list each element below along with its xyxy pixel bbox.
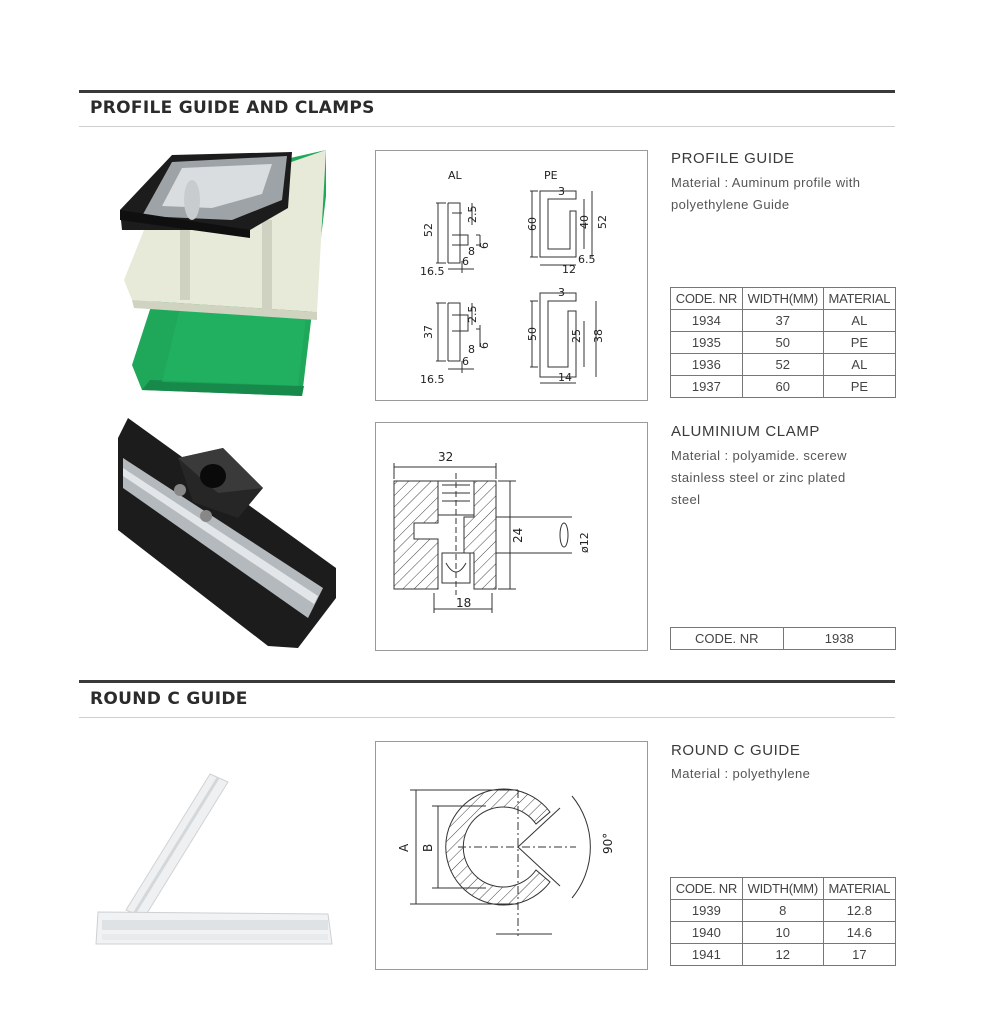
table-cell: 8 [742,900,823,922]
table-row [671,376,896,398]
label-al: AL [448,169,462,182]
profile-guide-heading: PROFILE GUIDE [671,150,795,167]
drawing-dimension-label: 3 [558,286,565,299]
table-row [671,944,896,966]
drawing-dimension-label: 3 [558,185,565,198]
drawing-dimension-label: 6 [462,355,469,368]
profile-guide-table [670,287,896,398]
table-header: WIDTH(MM) [742,878,823,900]
table-cell: 1934 [671,310,743,332]
table-row [671,310,896,332]
drawing-dimension-label: 6 [478,342,491,349]
table-cell: 14.6 [823,922,895,944]
drawing-dimension-label: 60 [526,217,539,231]
drawing-dimension-label: 6 [462,255,469,268]
table-cell: 17 [823,944,895,966]
table-cell: PE [823,332,895,354]
table-cell: PE [823,376,895,398]
drawing-dimension-label: 38 [592,329,605,343]
table-cell: 1939 [671,900,743,922]
aluminium-clamp-photo [118,418,338,650]
section-rule-thin [79,126,895,127]
section-title-round: ROUND C GUIDE [90,689,248,709]
table-cell: 1938 [783,628,896,650]
aluminium-clamp-material: Material : polyamide. scerew stainless steel or zinc plated steel [671,448,847,507]
section-rule-thin [79,717,895,718]
round-c-guide-table [670,877,896,966]
table-header: CODE. NR [671,288,743,310]
aluminium-clamp-code-table [670,627,896,650]
section-rule-top [79,680,895,683]
label-pe: PE [544,169,558,182]
table-cell: 50 [742,332,823,354]
table-cell: AL [823,354,895,376]
table-cell: 12 [742,944,823,966]
table-cell: CODE. NR [671,628,784,650]
drawing-dimension-label: 16.5 [420,373,445,386]
aluminium-clamp-drawing [375,422,648,651]
drawing-dimension-label: 37 [422,325,435,339]
clamp-dim-top: 32 [438,450,454,464]
section-rule-top [79,90,895,93]
profile-guide-material: Material : Auminum profile with polyethylene Guide [671,175,861,212]
drawing-dimension-label: 2.5 [466,305,479,323]
round-c-guide-material: Material : polyethylene [671,766,811,781]
drawing-dimension-label: 14 [558,371,572,384]
table-row [671,332,896,354]
clamp-dim-bottom: 18 [456,596,472,610]
aluminium-clamp-heading: ALUMINIUM CLAMP [671,423,821,440]
drawing-dimension-label: 8 [468,343,475,356]
drawing-dimension-label: 6 [478,242,491,249]
table-cell: 10 [742,922,823,944]
table-row [671,900,896,922]
drawing-dimension-label: 50 [526,327,539,341]
round-dim-a: A [397,843,411,852]
profile-guide-photo [112,150,332,400]
drawing-dimension-label: 16.5 [420,265,445,278]
drawing-dimension-label: 52 [596,215,609,229]
table-cell: 37 [742,310,823,332]
table-row [671,354,896,376]
table-header: MATERIAL [823,288,895,310]
table-header: MATERIAL [823,878,895,900]
drawing-dimension-label: 25 [570,329,583,343]
round-c-guide-heading: ROUND C GUIDE [671,742,801,759]
round-c-guide-drawing [375,741,648,970]
table-cell: 1935 [671,332,743,354]
table-cell: 1936 [671,354,743,376]
clamp-dim-height: 24 [511,527,525,543]
table-row [671,628,896,650]
section-title-profile: PROFILE GUIDE AND CLAMPS [90,98,375,118]
table-cell: 1940 [671,922,743,944]
drawing-dimension-label: 2.5 [466,205,479,223]
drawing-dimension-label: 12 [562,263,576,276]
table-row [671,922,896,944]
profile-guide-drawing [375,150,648,401]
table-cell: 60 [742,376,823,398]
drawing-dimension-label: 40 [578,215,591,229]
table-cell: 12.8 [823,900,895,922]
table-cell: 52 [742,354,823,376]
table-header: WIDTH(MM) [742,288,823,310]
drawing-dimension-label: 52 [422,223,435,237]
drawing-dimension-label: 8 [468,245,475,258]
round-dim-b: B [421,843,435,852]
table-cell: 1941 [671,944,743,966]
drawing-dimension-label: 6.5 [578,253,596,266]
table-cell: AL [823,310,895,332]
clamp-dim-dia: ø12 [578,532,591,553]
round-dim-angle: 90° [601,832,615,854]
round-c-guide-photo [88,768,338,958]
table-cell: 1937 [671,376,743,398]
table-header: CODE. NR [671,878,743,900]
